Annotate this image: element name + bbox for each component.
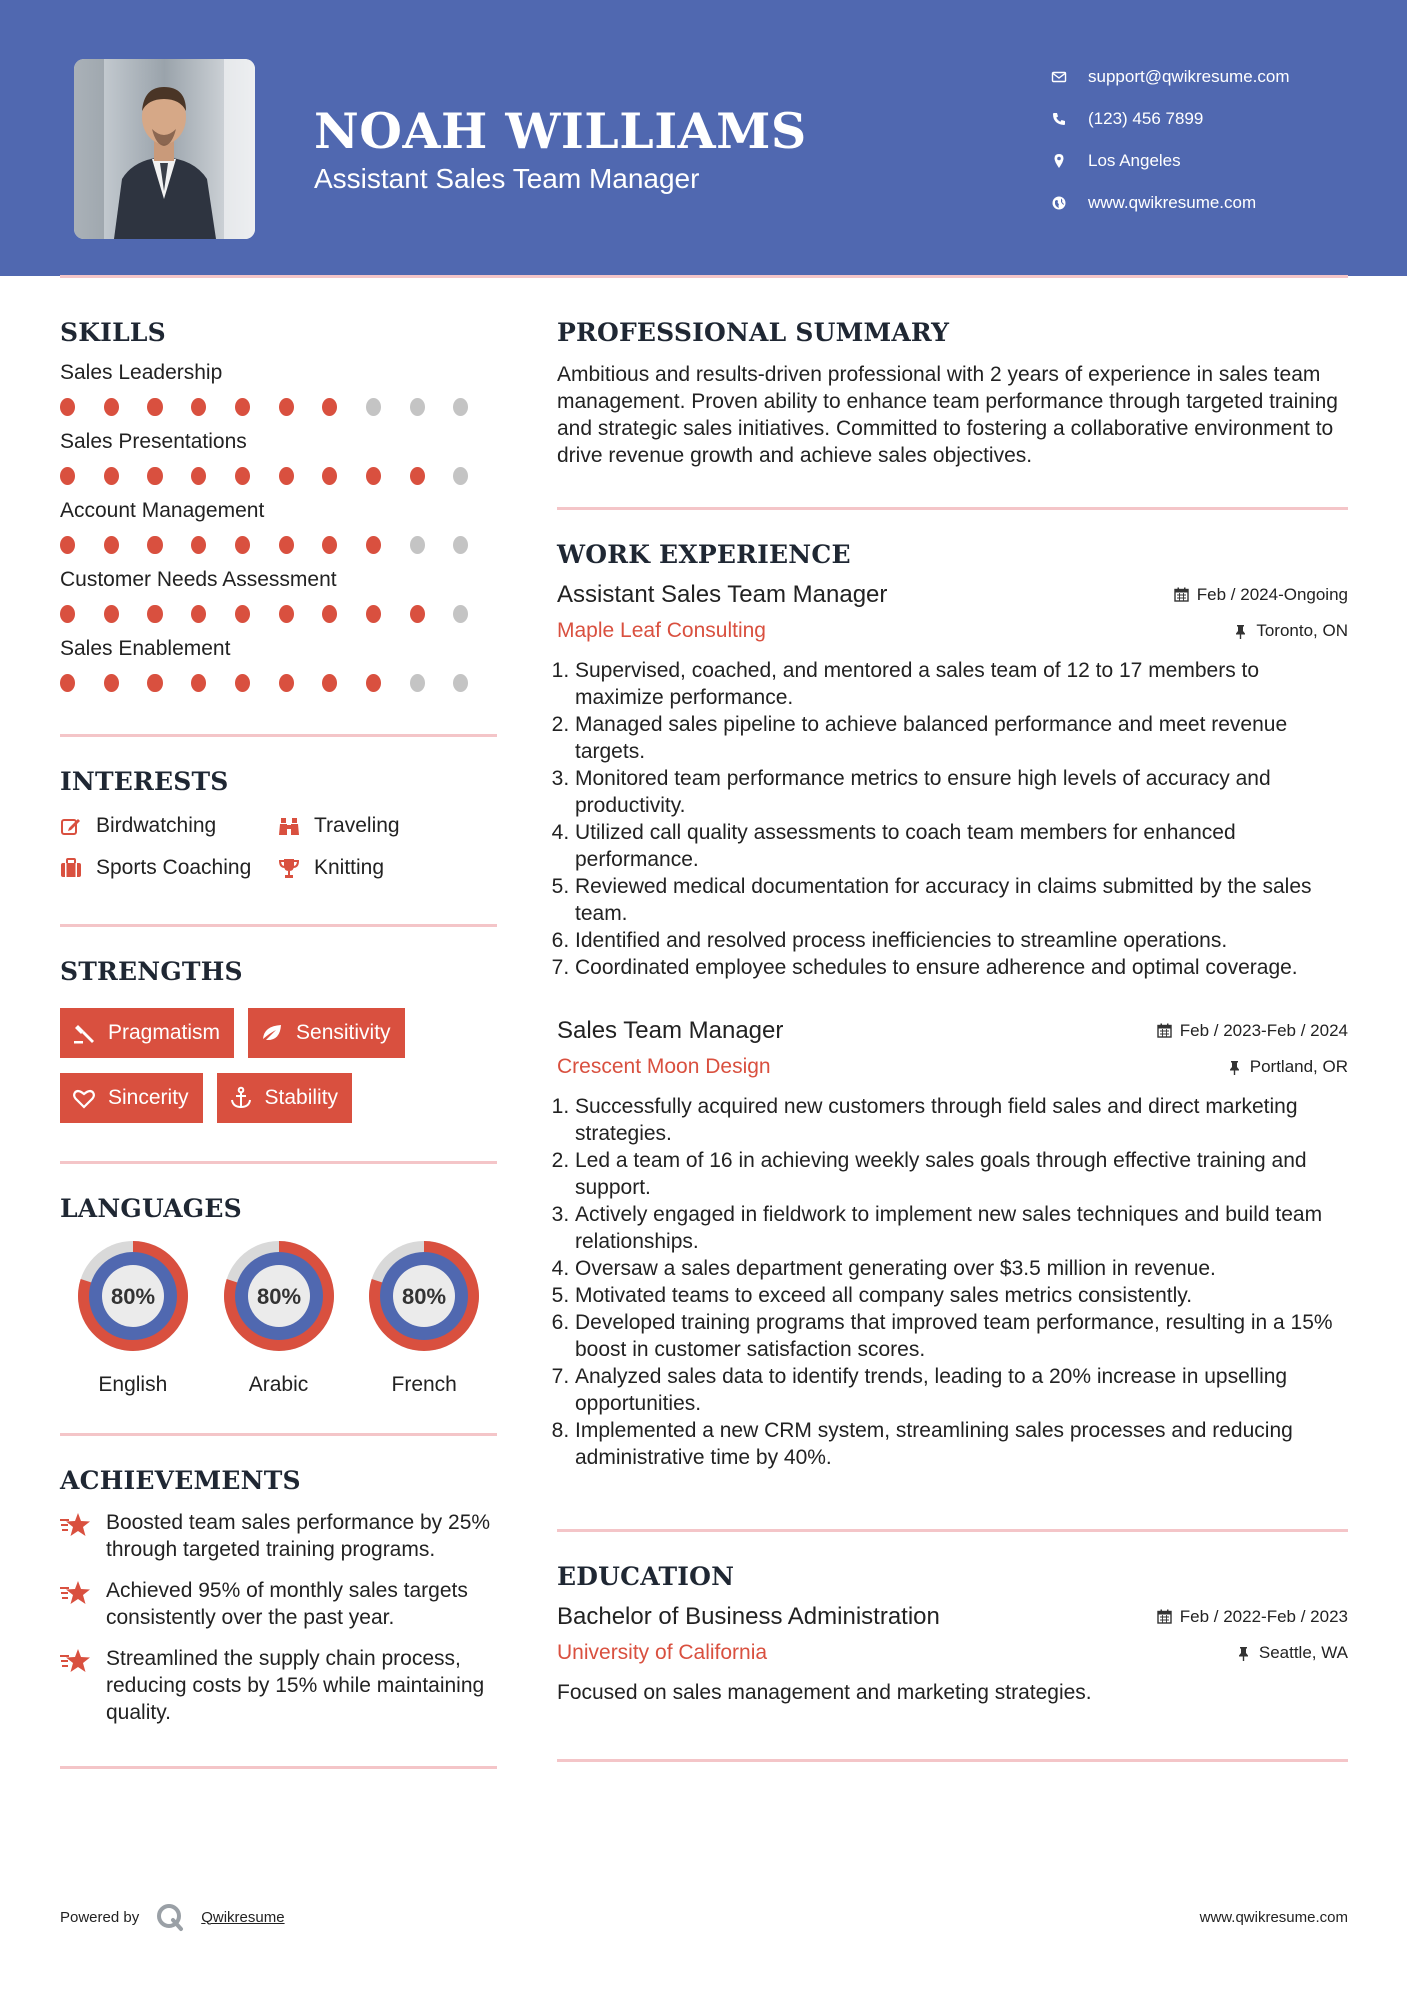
rating-dot-empty [366, 398, 381, 416]
contact-email[interactable] [1048, 56, 1378, 98]
rating-dot-empty [453, 536, 468, 554]
pushpin-icon [1227, 1060, 1242, 1075]
interest-item [60, 856, 278, 880]
skill-rating [60, 674, 497, 692]
rating-dot-filled [322, 467, 337, 485]
job-location [1227, 1057, 1348, 1077]
job-bullet: 2. Managed sales pipeline to achieve balanced performance and meet revenue targets. [575, 711, 1348, 765]
star-icon [60, 1647, 92, 1675]
rating-dot-filled [147, 536, 162, 554]
interest-label: Birdwatching [96, 814, 217, 837]
job-date-text: Feb / 2024-Ongoing [1196, 584, 1348, 604]
rating-dot-empty [410, 674, 425, 692]
rating-dot-filled [322, 536, 337, 554]
strength-label: Stability [264, 1086, 339, 1109]
powered-by-text: Powered by [60, 1908, 140, 1926]
rating-dot-filled [366, 536, 381, 554]
rating-dot-filled [235, 674, 250, 692]
skill-item [60, 637, 497, 692]
qwikresume-link[interactable]: Qwikresume [201, 1908, 285, 1926]
section-divider [557, 1759, 1348, 1762]
language-percent: 80% [402, 1284, 447, 1309]
skill-rating [60, 398, 497, 416]
languages-section [60, 1194, 497, 1397]
education-date [1157, 1607, 1348, 1627]
skill-name: Account Management [60, 499, 265, 522]
summary-title: PROFESSIONAL SUMMARY [557, 318, 950, 347]
section-divider [60, 734, 497, 737]
interest-label: Traveling [314, 814, 400, 837]
header-divider [60, 275, 1348, 278]
language-percent: 80% [110, 1284, 155, 1309]
rating-dot-filled [279, 674, 294, 692]
skills-title: SKILLS [60, 318, 166, 347]
envelope-icon [1048, 68, 1070, 86]
job-date [1174, 585, 1348, 605]
section-divider [60, 1766, 497, 1769]
job-bullet: 6. Developed training programs that improved team performance, resulting in a 15% boost in customer satisfaction scores. [575, 1309, 1348, 1363]
language-name: French [391, 1373, 457, 1396]
strength-label: Sensitivity [296, 1021, 391, 1044]
leaf-icon [260, 1021, 284, 1045]
education-location-text: Seattle, WA [1258, 1643, 1348, 1662]
interests-section [60, 767, 497, 880]
qwikresume-logo-icon [155, 1902, 185, 1932]
rating-dot-filled [322, 605, 337, 623]
calendar-icon [1157, 1023, 1172, 1038]
strength-badge [60, 1073, 203, 1123]
education-date-text: Feb / 2022-Feb / 2023 [1179, 1606, 1348, 1626]
rating-dot-filled [60, 536, 75, 554]
language-progress-ring [218, 1235, 340, 1357]
education-section [557, 1562, 1348, 1705]
skill-item [60, 568, 497, 623]
job-bullets [557, 1093, 1348, 1471]
rating-dot-filled [60, 398, 75, 416]
job-location-text: Toronto, ON [1256, 621, 1348, 640]
job-title: Assistant Sales Team Manager [557, 581, 888, 608]
job-bullets [557, 657, 1348, 981]
section-divider [557, 507, 1348, 510]
contact-location [1048, 140, 1378, 182]
globe-icon [1048, 194, 1070, 212]
person-photo-icon [74, 59, 255, 239]
skill-rating [60, 536, 497, 554]
job-title: Sales Team Manager [557, 1017, 784, 1044]
strength-badge [217, 1073, 353, 1123]
skill-name: Customer Needs Assessment [60, 568, 337, 591]
rating-dot-filled [104, 467, 119, 485]
phone-icon [1048, 110, 1070, 128]
contact-email-text: support@qwikresume.com [1088, 67, 1290, 86]
education-description: Focused on sales management and marketing strategies. [557, 1681, 1092, 1704]
languages-title: LANGUAGES [60, 1194, 242, 1223]
rating-dot-filled [104, 536, 119, 554]
skill-name: Sales Presentations [60, 430, 247, 453]
achievement-text: Boosted team sales performance by 25% through targeted training programs. [106, 1511, 491, 1561]
job-bullet: 5. Reviewed medical documentation for accuracy in claims submitted by the sales team. [575, 873, 1348, 927]
rating-dot-filled [191, 398, 206, 416]
pencil-square-icon [60, 815, 82, 837]
language-progress-ring [72, 1235, 194, 1357]
heart-icon [72, 1086, 96, 1110]
skill-name: Sales Leadership [60, 361, 223, 384]
summary-text: Ambitious and results-driven professional with 2 years of experience in sales team management. Proven ability to enhance team performance through targeted training and strategic sales initiatives. Committed to fostering a collaborative environment to drive revenue growth and achieve sales objectives. [557, 363, 1338, 467]
profile-photo [74, 59, 255, 239]
skill-item [60, 430, 497, 485]
job-location-text: Portland, OR [1249, 1057, 1348, 1076]
calendar-icon [1157, 1609, 1172, 1624]
job-bullet: 4. Oversaw a sales department generating over $3.5 million in revenue. [575, 1255, 1348, 1282]
interest-item [278, 856, 478, 880]
achievement-text: Streamlined the supply chain process, reducing costs by 15% while maintaining quality. [106, 1647, 485, 1724]
rating-dot-filled [279, 605, 294, 623]
powered-by [60, 1902, 285, 1932]
education-degree: Bachelor of Business Administration [557, 1603, 940, 1630]
job-company: Crescent Moon Design [557, 1055, 771, 1078]
rating-dot-filled [279, 398, 294, 416]
interest-item [278, 814, 478, 838]
rating-dot-filled [410, 605, 425, 623]
section-divider [60, 1433, 497, 1436]
section-divider [60, 1161, 497, 1164]
achievement-item [60, 1509, 497, 1563]
job-entry [557, 1017, 1348, 1471]
job-bullet: 3. Actively engaged in fieldwork to implement new sales techniques and build team relationships. [575, 1201, 1348, 1255]
skill-item [60, 499, 497, 554]
briefcase-icon [60, 857, 82, 879]
section-divider [60, 924, 497, 927]
summary-section [557, 318, 1348, 469]
rating-dot-filled [191, 536, 206, 554]
map-marker-icon [1048, 152, 1070, 170]
skills-section [60, 318, 497, 692]
rating-dot-filled [410, 467, 425, 485]
right-column [557, 318, 1348, 1762]
gavel-icon [72, 1021, 96, 1045]
language-progress-ring [363, 1235, 485, 1357]
skill-item [60, 361, 497, 416]
experience-title: WORK EXPERIENCE [557, 540, 851, 569]
job-entry [557, 581, 1348, 981]
contact-phone[interactable] [1048, 98, 1378, 140]
footer [60, 1897, 1348, 1937]
rating-dot-filled [235, 467, 250, 485]
strengths-section [60, 957, 497, 1123]
rating-dot-filled [235, 398, 250, 416]
achievements-section [60, 1466, 497, 1726]
section-divider [557, 1529, 1348, 1532]
strength-badge [248, 1008, 405, 1058]
resume-header [0, 0, 1407, 276]
interests-title: INTERESTS [60, 767, 229, 796]
strength-label: Pragmatism [108, 1021, 221, 1044]
rating-dot-filled [366, 467, 381, 485]
rating-dot-filled [191, 674, 206, 692]
education-location [1236, 1643, 1348, 1663]
rating-dot-empty [453, 605, 468, 623]
job-bullet: 5. Motivated teams to exceed all company sales metrics consistently. [575, 1282, 1348, 1309]
job-bullet: 7. Analyzed sales data to identify trends, leading to a 20% increase in upselling opportunities. [575, 1363, 1348, 1417]
rating-dot-filled [235, 605, 250, 623]
rating-dot-filled [322, 674, 337, 692]
job-date-text: Feb / 2023-Feb / 2024 [1179, 1020, 1348, 1040]
footer-website[interactable]: www.qwikresume.com [1199, 1908, 1348, 1926]
rating-dot-filled [147, 605, 162, 623]
language-item [60, 1235, 206, 1397]
language-item [351, 1235, 497, 1397]
interest-label: Sports Coaching [96, 856, 252, 879]
trophy-icon [278, 857, 300, 879]
job-bullet: 7. Coordinated employee schedules to ensure adherence and optimal coverage. [575, 954, 1348, 981]
achievement-text: Achieved 95% of monthly sales targets consistently over the past year. [106, 1579, 468, 1629]
job-location [1233, 621, 1348, 641]
language-item [206, 1235, 352, 1397]
rating-dot-filled [147, 674, 162, 692]
candidate-role: Assistant Sales Team Manager [314, 163, 700, 194]
job-bullet: 4. Utilized call quality assessments to coach team members for enhanced performance. [575, 819, 1348, 873]
contact-website-text: www.qwikresume.com [1088, 193, 1257, 212]
strength-badge [60, 1008, 234, 1058]
job-bullet: 3. Monitored team performance metrics to ensure high levels of accuracy and productivity. [575, 765, 1348, 819]
contact-list [1048, 56, 1378, 224]
rating-dot-filled [191, 605, 206, 623]
skill-name: Sales Enablement [60, 637, 231, 660]
job-bullet: 1. Successfully acquired new customers through field sales and direct marketing strategies. [575, 1093, 1348, 1147]
binoculars-icon [278, 815, 300, 837]
rating-dot-filled [235, 536, 250, 554]
education-school: University of California [557, 1641, 768, 1664]
contact-website[interactable] [1048, 182, 1378, 224]
rating-dot-filled [60, 467, 75, 485]
left-column [60, 318, 497, 1769]
rating-dot-empty [453, 674, 468, 692]
contact-location-text: Los Angeles [1088, 151, 1181, 170]
achievement-item [60, 1645, 497, 1726]
contact-phone-text: (123) 456 7899 [1088, 109, 1204, 128]
anchor-icon [229, 1086, 253, 1110]
rating-dot-empty [410, 536, 425, 554]
skill-rating [60, 467, 497, 485]
rating-dot-empty [453, 398, 468, 416]
language-name: Arabic [248, 1373, 309, 1396]
education-title: EDUCATION [557, 1562, 735, 1591]
rating-dot-empty [410, 398, 425, 416]
pushpin-icon [1233, 624, 1248, 639]
pushpin-icon [1236, 1646, 1251, 1661]
candidate-name: NOAH WILLIAMS [314, 102, 807, 160]
skill-rating [60, 605, 497, 623]
rating-dot-filled [60, 605, 75, 623]
achievement-item [60, 1577, 497, 1631]
interest-label: Knitting [314, 856, 385, 879]
rating-dot-filled [366, 605, 381, 623]
experience-section [557, 540, 1348, 1471]
job-bullet: 8. Implemented a new CRM system, streamlining sales processes and reducing administrative time by 40%. [575, 1417, 1348, 1471]
star-icon [60, 1579, 92, 1607]
rating-dot-filled [366, 674, 381, 692]
job-bullet: 6. Identified and resolved process inefficiencies to streamline operations. [575, 927, 1348, 954]
rating-dot-filled [104, 605, 119, 623]
rating-dot-empty [453, 467, 468, 485]
calendar-icon [1174, 587, 1189, 602]
rating-dot-filled [191, 467, 206, 485]
star-icon [60, 1511, 92, 1539]
job-bullet: 2. Led a team of 16 in achieving weekly sales goals through effective training and support. [575, 1147, 1348, 1201]
job-bullet: 1. Supervised, coached, and mentored a sales team of 12 to 17 members to maximize performance. [575, 657, 1348, 711]
job-date [1157, 1021, 1348, 1041]
rating-dot-filled [104, 398, 119, 416]
strengths-title: STRENGTHS [60, 957, 243, 986]
language-percent: 80% [256, 1284, 301, 1309]
rating-dot-filled [147, 467, 162, 485]
achievements-title: ACHIEVEMENTS [60, 1466, 301, 1495]
job-company: Maple Leaf Consulting [557, 619, 766, 642]
rating-dot-filled [104, 674, 119, 692]
interest-item [60, 814, 278, 838]
rating-dot-filled [279, 467, 294, 485]
rating-dot-filled [322, 398, 337, 416]
rating-dot-filled [279, 536, 294, 554]
rating-dot-filled [60, 674, 75, 692]
rating-dot-filled [147, 398, 162, 416]
language-name: English [98, 1373, 168, 1396]
strength-label: Sincerity [108, 1086, 189, 1109]
